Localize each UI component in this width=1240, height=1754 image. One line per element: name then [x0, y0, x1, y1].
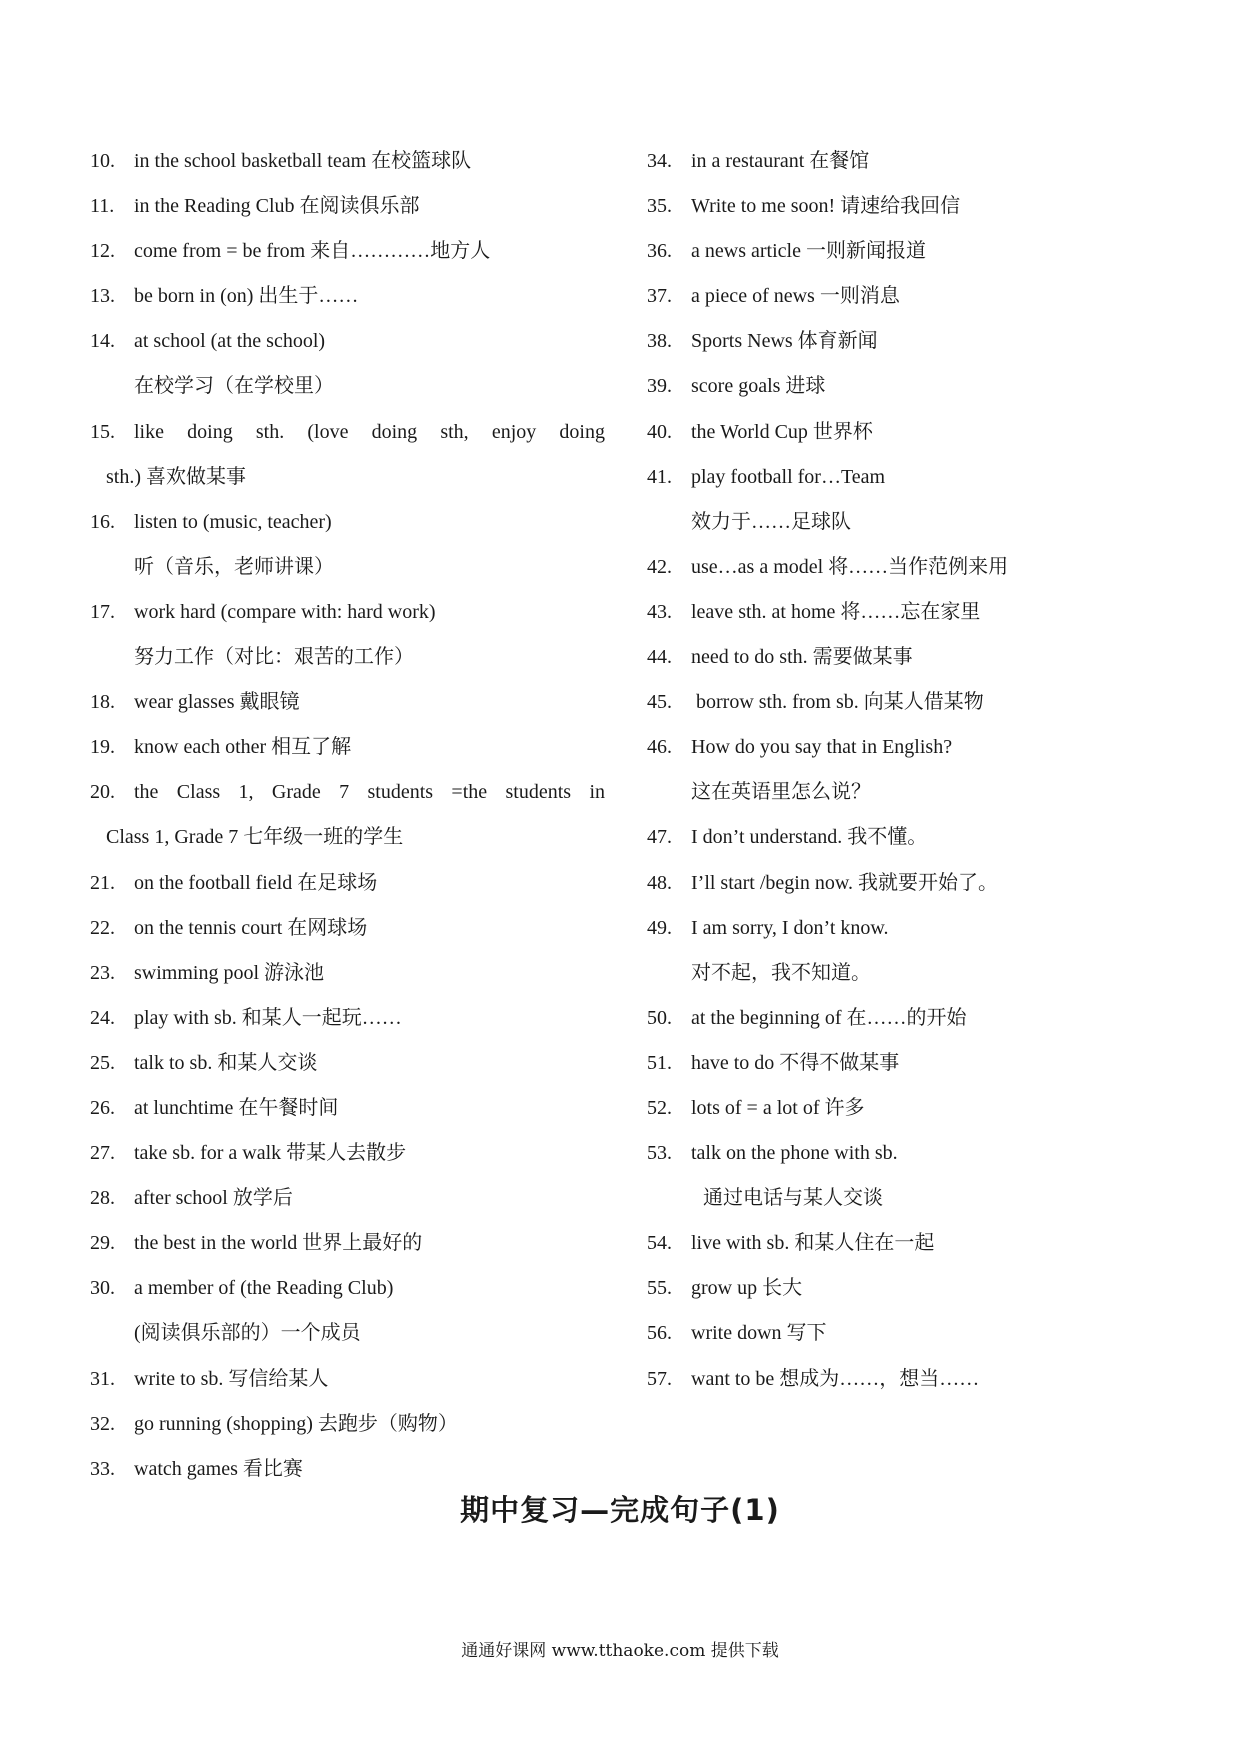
phrase-item	[90, 1086, 605, 1131]
item-text: be born in (on) 出生于……	[134, 285, 359, 308]
item-number: 38.	[647, 330, 672, 353]
phrase-item	[90, 1131, 605, 1176]
item-text: go running (shopping) 去跑步（购物）	[134, 1412, 458, 1435]
phrase-continuation	[90, 1311, 605, 1356]
phrase-item	[647, 635, 1162, 680]
item-number: 18.	[90, 691, 115, 714]
phrase-continuation	[90, 545, 605, 590]
item-number: 41.	[647, 465, 672, 488]
item-number: 12.	[90, 240, 115, 263]
item-text: watch games 看比赛	[134, 1457, 303, 1480]
item-text: play with sb. 和某人一起玩……	[134, 1006, 402, 1029]
phrase-item	[647, 996, 1162, 1041]
phrase-continuation	[90, 364, 605, 409]
item-number: 57.	[647, 1367, 672, 1390]
item-text: How do you say that in English?	[691, 736, 953, 759]
item-number: 52.	[647, 1096, 672, 1119]
phrase-item	[90, 500, 605, 545]
item-text: in the school basketball team 在校篮球队	[134, 150, 472, 172]
phrase-item	[647, 319, 1162, 364]
phrase-item	[90, 590, 605, 635]
phrase-item	[90, 1266, 605, 1311]
item-text: grow up 长大	[691, 1277, 803, 1300]
item-text: a member of (the Reading Club)	[134, 1277, 394, 1300]
phrase-item	[90, 319, 605, 364]
item-number: 48.	[647, 871, 672, 894]
item-number: 43.	[647, 600, 672, 623]
phrase-continuation	[647, 770, 1162, 815]
item-number: 35.	[647, 195, 672, 218]
item-text: have to do 不得不做某事	[691, 1051, 900, 1074]
item-number: 56.	[647, 1322, 672, 1345]
item-text: want to be 想成为……，想当……	[691, 1367, 980, 1390]
phrase-item	[90, 410, 605, 455]
item-number: 54.	[647, 1232, 672, 1255]
item-number: 11.	[90, 195, 115, 218]
item-text: take sb. for a walk 带某人去散步	[134, 1142, 407, 1165]
item-text: play football for…Team	[691, 465, 886, 488]
item-number: 36.	[647, 240, 672, 263]
item-text: the Class 1, Grade 7 students =the students in	[134, 781, 605, 804]
phrase-item	[647, 1311, 1162, 1356]
item-text: come from = be from 来自…………地方人	[134, 240, 491, 263]
phrase-item	[90, 274, 605, 319]
phrase-item	[647, 1221, 1162, 1266]
continuation-text: (阅读俱乐部的）一个成员	[134, 1322, 361, 1345]
phrase-item	[90, 229, 605, 274]
item-number: 29.	[90, 1232, 115, 1255]
item-text: on the football field 在足球场	[134, 871, 378, 894]
item-text: on the tennis court 在网球场	[134, 916, 368, 939]
item-number: 46.	[647, 736, 672, 759]
phrase-item	[90, 906, 605, 951]
phrase-continuation	[647, 500, 1162, 545]
footer: 通通好课网 www.tthaoke.com 提供下载	[461, 1641, 779, 1661]
phrase-continuation	[90, 815, 605, 860]
phrase-item	[90, 184, 605, 229]
phrase-item	[90, 1221, 605, 1266]
continuation-text: 努力工作（对比：艰苦的工作）	[134, 646, 414, 669]
item-text: work hard (compare with: hard work)	[134, 600, 436, 623]
phrase-item	[90, 770, 605, 815]
item-text: lots of = a lot of 许多	[691, 1096, 865, 1119]
item-text: the World Cup 世界杯	[691, 420, 873, 443]
item-number: 22.	[90, 916, 115, 939]
item-number: 55.	[647, 1277, 672, 1300]
phrase-item	[90, 951, 605, 996]
item-text: listen to (music, teacher)	[134, 510, 332, 533]
phrase-item	[647, 274, 1162, 319]
item-number: 47.	[647, 826, 672, 849]
continuation-text: 在校学习（在学校里）	[134, 375, 334, 398]
item-text: I don’t understand. 我不懂。	[691, 826, 928, 849]
item-text: the best in the world 世界上最好的	[134, 1232, 423, 1255]
item-number: 27.	[90, 1142, 115, 1165]
phrase-item	[90, 1402, 605, 1447]
phrase-item	[90, 1041, 605, 1086]
item-number: 19.	[90, 736, 115, 759]
phrase-item	[647, 680, 1162, 725]
item-number: 24.	[90, 1006, 115, 1029]
phrase-item	[90, 996, 605, 1041]
item-text: live with sb. 和某人住在一起	[691, 1232, 935, 1255]
item-number: 23.	[90, 961, 115, 984]
item-number: 30.	[90, 1277, 115, 1300]
item-text: need to do sth. 需要做某事	[691, 646, 913, 669]
item-text: I’ll start /begin now. 我就要开始了。	[691, 871, 999, 894]
phrase-item	[90, 1176, 605, 1221]
phrase-item	[90, 861, 605, 906]
phrase-item	[647, 815, 1162, 860]
item-text: after school 放学后	[134, 1187, 293, 1210]
item-text: know each other 相互了解	[134, 736, 352, 759]
phrase-item	[647, 229, 1162, 274]
continuation-text: 听（音乐，老师讲课）	[134, 555, 334, 578]
continuation-text: sth.) 喜欢做某事	[106, 465, 246, 488]
phrase-continuation	[90, 635, 605, 680]
phrase-item	[647, 1086, 1162, 1131]
item-text: at the beginning of 在……的开始	[691, 1006, 967, 1029]
item-number: 33.	[90, 1457, 115, 1480]
item-text: talk to sb. 和某人交谈	[134, 1051, 318, 1074]
item-number: 20.	[90, 781, 115, 804]
item-number: 14.	[90, 330, 115, 353]
item-number: 44.	[647, 646, 672, 669]
item-number: 42.	[647, 555, 672, 578]
continuation-text: 这在英语里怎么说？	[691, 781, 871, 804]
phrase-item	[647, 139, 1162, 184]
phrase-item	[90, 725, 605, 770]
phrase-item	[647, 410, 1162, 455]
item-number: 39.	[647, 375, 672, 398]
phrase-item	[647, 1266, 1162, 1311]
phrase-item	[90, 1357, 605, 1402]
item-number: 10.	[90, 150, 115, 172]
item-text: at school (at the school)	[134, 330, 326, 353]
item-number: 34.	[647, 150, 672, 172]
item-text: Sports News 体育新闻	[691, 330, 878, 353]
item-number: 17.	[90, 600, 115, 623]
phrase-item	[647, 364, 1162, 409]
item-text: a piece of news 一则消息	[691, 285, 900, 308]
phrase-item	[647, 590, 1162, 635]
item-text: in a restaurant 在餐馆	[691, 150, 870, 172]
phrase-item	[647, 1041, 1162, 1086]
continuation-text: Class 1, Grade 7 七年级一班的学生	[106, 826, 404, 849]
item-text: leave sth. at home 将……忘在家里	[691, 600, 981, 623]
phrase-item	[90, 139, 605, 184]
section-title: 期中复习—完成句子(1)	[460, 1493, 780, 1527]
item-number: 25.	[90, 1051, 115, 1074]
item-number: 21.	[90, 871, 115, 894]
item-text: a news article 一则新闻报道	[691, 240, 926, 263]
item-text: score goals 进球	[691, 375, 826, 398]
item-number: 45.	[647, 691, 672, 714]
item-text: swimming pool 游泳池	[134, 961, 325, 984]
phrase-item	[647, 906, 1162, 951]
phrase-item	[647, 184, 1162, 229]
continuation-text: 通过电话与某人交谈	[703, 1187, 883, 1210]
item-text: I am sorry, I don’t know.	[691, 916, 889, 939]
item-number: 53.	[647, 1142, 672, 1165]
item-number: 16.	[90, 510, 115, 533]
phrase-item	[90, 680, 605, 725]
item-number: 31.	[90, 1367, 115, 1390]
item-text: write down 写下	[691, 1322, 827, 1345]
continuation-text: 对不起，我不知道。	[691, 961, 871, 984]
phrase-item	[647, 1131, 1162, 1176]
item-number: 50.	[647, 1006, 672, 1029]
phrase-item	[647, 455, 1162, 500]
item-number: 40.	[647, 420, 672, 443]
item-number: 28.	[90, 1187, 115, 1210]
item-text: Write to me soon! 请速给我回信	[691, 195, 961, 218]
phrase-item	[90, 1447, 605, 1492]
phrase-continuation	[90, 455, 605, 500]
item-text: borrow sth. from sb. 向某人借某物	[691, 691, 984, 714]
phrase-item	[647, 725, 1162, 770]
item-number: 32.	[90, 1412, 115, 1435]
item-text: talk on the phone with sb.	[691, 1142, 898, 1165]
phrase-continuation	[647, 1176, 1162, 1221]
phrase-continuation	[647, 951, 1162, 996]
item-number: 49.	[647, 916, 672, 939]
item-text: in the Reading Club 在阅读俱乐部	[134, 195, 420, 218]
item-number: 26.	[90, 1096, 115, 1119]
item-text: write to sb. 写信给某人	[134, 1367, 329, 1390]
phrase-item	[647, 861, 1162, 906]
item-text: use…as a model 将……当作范例来用	[691, 555, 1009, 578]
item-text: like doing sth. (love doing sth, enjoy doing	[134, 420, 605, 443]
item-text: wear glasses 戴眼镜	[134, 691, 300, 714]
continuation-text: 效力于……足球队	[691, 510, 851, 533]
right-column	[647, 139, 1162, 1402]
phrase-item	[647, 1357, 1162, 1402]
item-number: 37.	[647, 285, 672, 308]
item-number: 15.	[90, 420, 115, 443]
phrase-item	[647, 545, 1162, 590]
left-column	[90, 139, 605, 1492]
item-text: at lunchtime 在午餐时间	[134, 1096, 339, 1119]
item-number: 13.	[90, 285, 115, 308]
item-number: 51.	[647, 1051, 672, 1074]
